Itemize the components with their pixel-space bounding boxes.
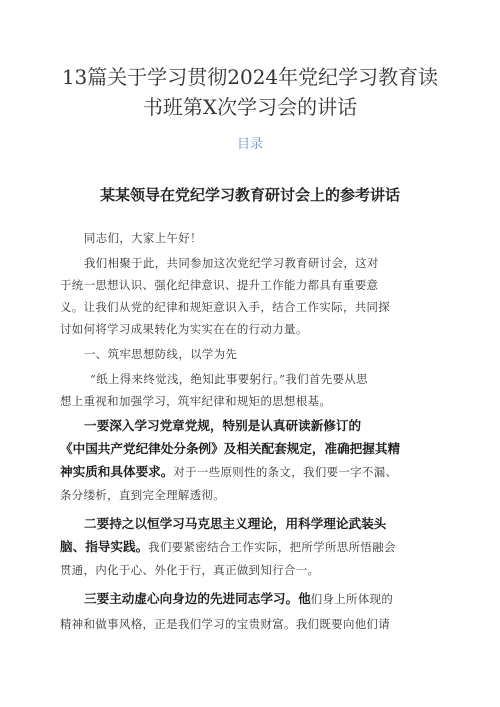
normal-run: 对于一些原则性的条文，我们要一字不漏、 [173, 465, 398, 479]
paragraph-line: 于统一思想认识、强化纪律意识、提升工作能力都具有重要意 [60, 278, 379, 292]
subheading: 一、筑牢思想防线，以学为先 [84, 347, 238, 361]
paragraph-line: 想上重视和加强学习，筑牢纪律和规矩的思想根基。 [60, 394, 332, 408]
paragraph-line: 讨如何将学习成果转化为实实在在的行动力量。 [60, 322, 308, 336]
paragraph-line: 条分缕析，直到完全理解透彻。 [60, 488, 226, 502]
bold-paragraph-line: 《中国共产党纪律处分条例》及相关配套规定，准确把握其精 [60, 441, 401, 456]
paragraph-line: 精神和做事风格，正是我们学习的宝贵财富。我们既要向他们请 [60, 617, 391, 631]
bold-run: 三要主动虚心向身边的先进同志学习。 [84, 591, 299, 606]
document-title [40, 62, 460, 122]
bold-run: 神实质和具体要求。 [60, 464, 174, 479]
mixed-paragraph-line [60, 464, 397, 480]
mixed-paragraph-line [84, 591, 393, 607]
paragraph-line: 我们相聚于此，共同参加这次党纪学习教育研讨会，这对 [84, 256, 379, 270]
normal-run: 们身上所体现的 [310, 592, 394, 606]
bold-run: 脑、指导实践。 [60, 539, 149, 554]
bold-run: 他 [298, 591, 311, 606]
bold-paragraph-line: 二要持之以恒学习马克思主义理论，用科学理论武装头 [84, 516, 387, 531]
paragraph-line: 贯通，内化于心、外化于行，真正做到知行合一。 [60, 563, 320, 577]
toc-link[interactable]: 目录 [236, 137, 263, 152]
greeting: 同志们，大家上午好！ [84, 231, 202, 245]
paragraph-line: 义。让我们从党的纪律和规矩意识入手，结合工作实际，共同探 [60, 300, 391, 314]
normal-run: 我们要紧密结合工作实际，把所学所思所悟融会 [148, 540, 396, 554]
section-title: 某某领导在党纪学习教育研讨会上的参考讲话 [99, 186, 400, 204]
mixed-paragraph-line [60, 539, 396, 555]
title-line-1: 13篇关于学习贯彻2024年党纪学习教育读 [61, 65, 439, 89]
title-line-2: 书班第X次学习会的讲话 [142, 95, 358, 119]
paragraph-line: “纸上得来终觉浅，绝知此事要躬行。”我们首先要从思 [90, 372, 368, 386]
bold-paragraph-line: 一要深入学习党章党规，特别是认真研读新修订的 [84, 418, 362, 433]
